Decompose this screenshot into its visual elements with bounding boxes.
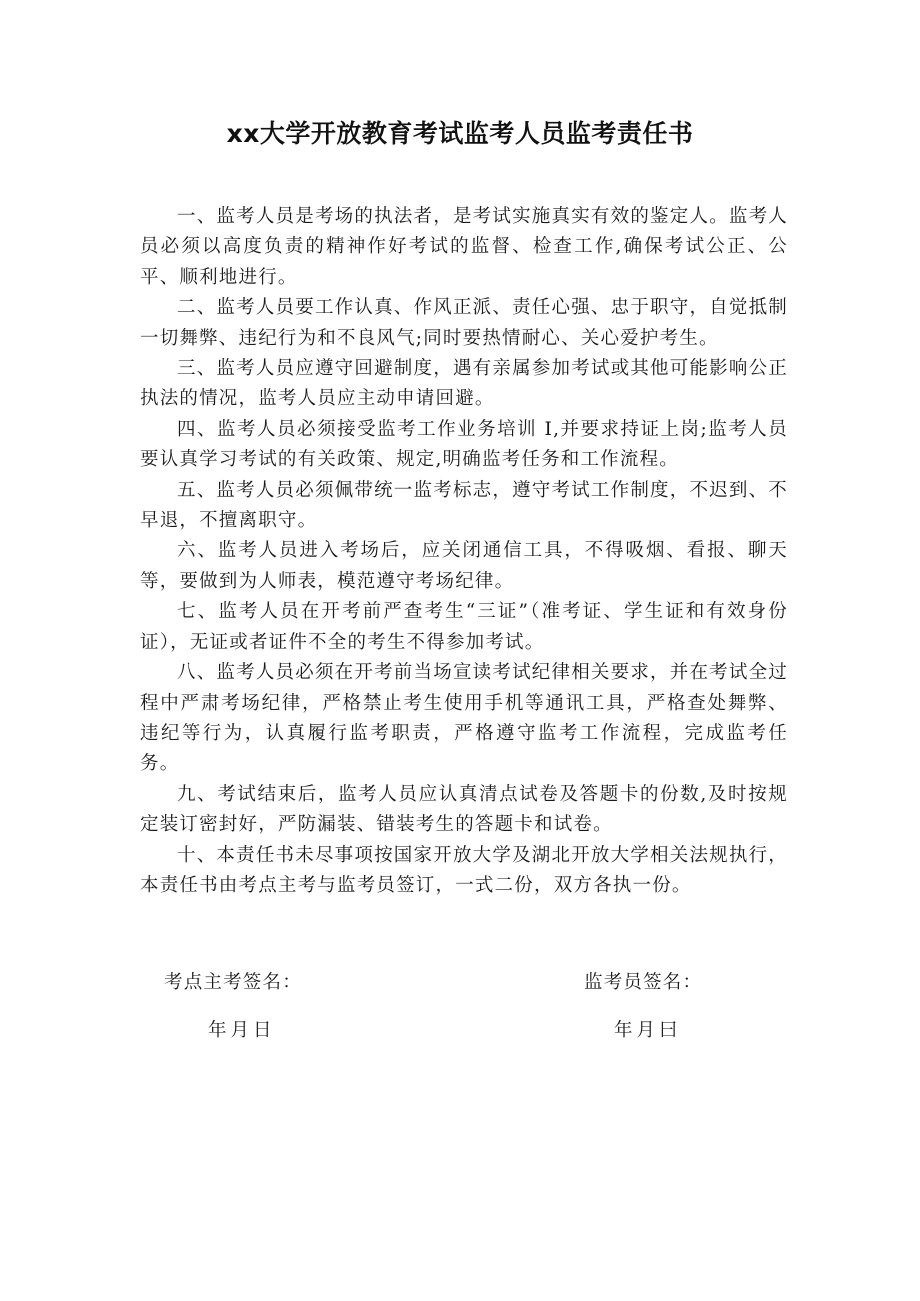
clause-9: 九、考试结束后，监考人员应认真清点试卷及答题卡的份数,及时按规定装订密封好，严防漏装、错装考生的答题卡和试卷。 — [140, 783, 788, 836]
document-body — [140, 202, 788, 901]
clause-8: 八、监考人员必须在开考前当场宣读考试纪律相关要求，并在考试全过程中严肃考场纪律，严格禁止考生使用手机等通讯工具，严格查处舞弊、违纪等行为，认真履行监考职责，严格遵守监考工作流程，完成监考任务。 — [140, 662, 788, 775]
clause-10: 十、本责任书未尽事项按国家开放大学及湖北开放大学相关法规执行，本责任书由考点主考与监考员签订，一式二份，双方各执一份。 — [140, 844, 788, 896]
clause-7: 七、监考人员在开考前严查考生“三证”（准考证、学生证和有效身份证），无证或者证件不全的考生不得参加考试。 — [140, 601, 788, 653]
clause-4: 四、监考人员必须接受监考工作业务培训 I,并要求持证上岗;监考人员要认真学习考试的有关政策、规定,明确监考任务和工作流程。 — [140, 418, 788, 471]
clause-5: 五、监考人员必须佩带统一监考标志，遵守考试工作制度，不迟到、不早退，不擅离职守。 — [140, 479, 788, 532]
clause-1: 一、监考人员是考场的执法者，是考试实施真实有效的鉴定人。监考人员必须以高度负责的精神作好考试的监督、检查工作,确保考试公正、公平、顺利地进行。 — [140, 206, 788, 288]
clause-2: 二、监考人员要工作认真、作风正派、责任心强、忠于职守，自觉抵制一切舞弊、违纪行为和不良风气;同时要热情耐心、关心爱护考生。 — [140, 297, 788, 349]
clause-6: 六、监考人员进入考场后，应关闭通信工具，不得吸烟、看报、聊天等，要做到为人师表，模范遵守考场纪律。 — [140, 540, 788, 592]
document-title: xx大学开放教育考试监考人员监考责任书 — [226, 119, 694, 148]
chief-examiner-date: 年月日 — [208, 1020, 276, 1041]
clause-3: 三、监考人员应遵守回避制度，遇有亲属参加考试或其他可能影响公正执法的情况，监考人员应主动申请回避。 — [140, 358, 788, 410]
invigilator-date: 年月曰 — [614, 1020, 682, 1041]
invigilator-signature-label: 监考员签名： — [584, 972, 703, 993]
chief-examiner-signature-label: 考点主考签名： — [164, 972, 302, 993]
